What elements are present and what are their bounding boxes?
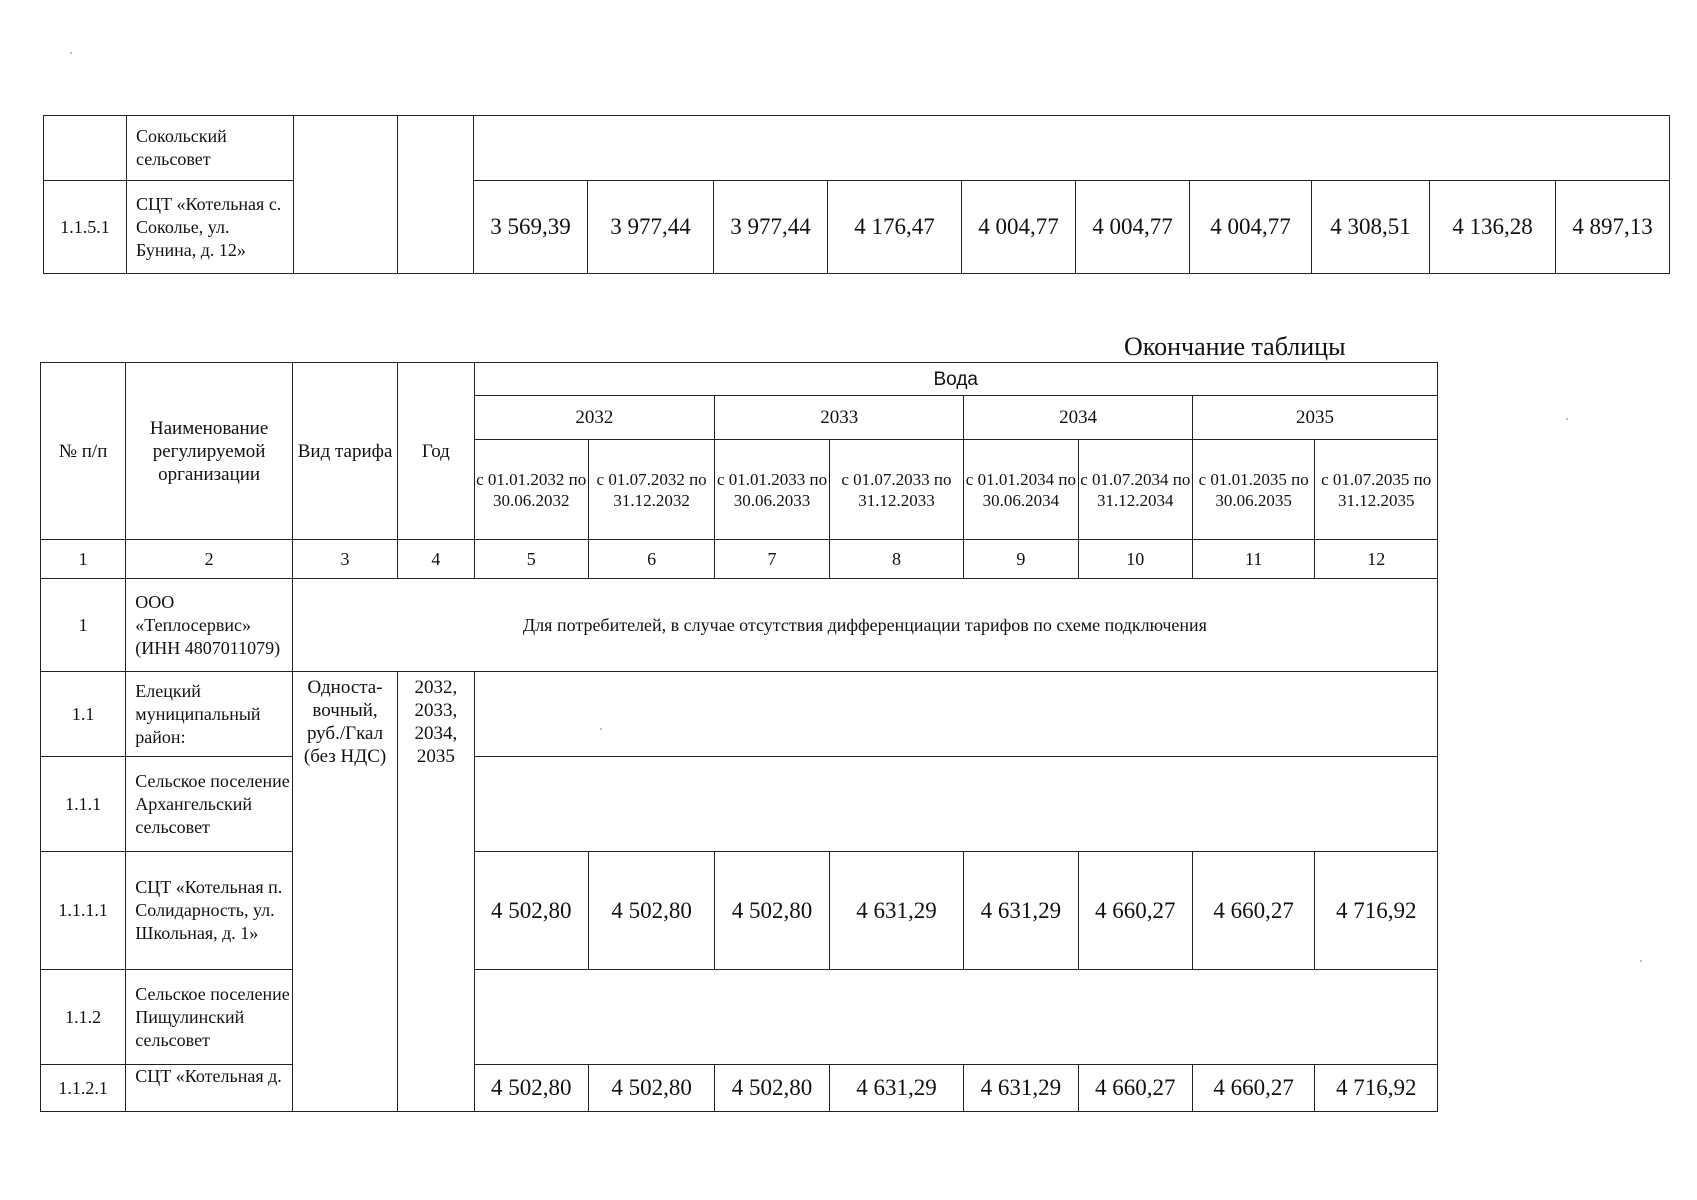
header-num: № п/п [41,363,126,540]
top-year-cell [398,116,474,274]
org-row-note: Для потребителей, в случае отсутствия дифференциации тарифов по схеме подключения [292,579,1437,672]
top-value-3: 3 977,44 [714,181,828,274]
main-table [40,362,1438,1112]
table-row-num: 1.1.2 [41,970,126,1065]
top-tariff-type-cell [294,116,398,274]
scan-speck [70,52,72,54]
top-value-1: 3 569,39 [474,181,588,274]
top-value-4: 4 176,47 [828,181,962,274]
tariff-value: 4 660,27 [1078,852,1192,970]
top-row2-num: 1.1.5.1 [44,181,127,274]
tariff-value: 4 660,27 [1078,1065,1192,1112]
column-number: 10 [1078,540,1192,579]
header-period-6: с 01.07.2034 по 31.12.2034 [1078,440,1192,540]
header-year: Год [398,363,474,540]
header-year-2033: 2033 [715,396,964,440]
table-row-blank [474,757,1438,852]
scan-speck [600,728,602,730]
header-period-7: с 01.01.2035 по 30.06.2035 [1192,440,1314,540]
header-period-2: с 01.07.2032 по 31.12.2032 [588,440,714,540]
top-value-9: 4 136,28 [1430,181,1556,274]
top-row2-name: СЦТ «Котельная с. Соколье, ул. Бунина, д. 12» [127,181,294,274]
header-year-2032: 2032 [474,396,715,440]
org-row-num: 1 [41,579,126,672]
header-period-1: с 01.01.2032 по 30.06.2032 [474,440,588,540]
tariff-value: 4 631,29 [829,1065,963,1112]
top-value-7: 4 004,77 [1190,181,1312,274]
top-value-6: 4 004,77 [1076,181,1190,274]
tariff-value: 4 660,27 [1192,852,1314,970]
top-row1-blank [474,116,1670,181]
column-number: 12 [1315,540,1438,579]
header-tariff-type: Вид тарифа [292,363,397,540]
tariff-value: 4 716,92 [1315,852,1438,970]
column-number: 7 [715,540,829,579]
table-row-name: Елецкий муниципальный район: [126,672,293,757]
org-row-name: ООО «Теплосервис» (ИНН 4807011079) [126,579,293,672]
column-number: 2 [126,540,293,579]
tariff-type-value: Односта-вочный, руб./Гкал (без НДС) [292,672,397,1112]
table-row-name: СЦТ «Котельная д. [126,1065,293,1112]
column-number: 9 [964,540,1078,579]
top-value-5: 4 004,77 [962,181,1076,274]
tariff-value: 4 502,80 [715,1065,829,1112]
table-row-num: 1.1.1 [41,757,126,852]
column-number: 4 [398,540,474,579]
top-row1-num [44,116,127,181]
tariff-value: 4 631,29 [964,1065,1078,1112]
tariff-value: 4 502,80 [588,1065,714,1112]
table-row-num: 1.1.2.1 [41,1065,126,1112]
header-period-5: с 01.01.2034 по 30.06.2034 [964,440,1078,540]
column-number: 5 [474,540,588,579]
tariff-value: 4 502,80 [715,852,829,970]
table-row-num: 1.1.1.1 [41,852,126,970]
column-number: 1 [41,540,126,579]
table-row-blank [474,970,1438,1065]
year-value: 2032, 2033, 2034, 2035 [398,672,474,1112]
header-group-water: Вода [474,363,1438,396]
table-row-name: Сельское поселение Пищулинский сельсовет [126,970,293,1065]
tariff-value: 4 631,29 [964,852,1078,970]
scan-speck [1640,960,1642,962]
top-table [43,115,1670,274]
top-row1-name: Сокольский сельсовет [127,116,294,181]
column-number: 11 [1192,540,1314,579]
tariff-value: 4 502,80 [474,852,588,970]
header-org-name: Наименование регулируемой организации [126,363,293,540]
header-period-4: с 01.07.2033 по 31.12.2033 [829,440,963,540]
header-period-8: с 01.07.2035 по 31.12.2035 [1315,440,1438,540]
header-year-2034: 2034 [964,396,1193,440]
scan-speck [1566,418,1568,420]
table-end-caption: Окончание таблицы [1124,332,1346,361]
column-number: 6 [588,540,714,579]
tariff-value: 4 631,29 [829,852,963,970]
table-row-num: 1.1 [41,672,126,757]
tariff-value: 4 716,92 [1315,1065,1438,1112]
top-value-2: 3 977,44 [588,181,714,274]
table-row-name: Сельское поселение Архангельский сельсовет [126,757,293,852]
header-period-3: с 01.01.2033 по 30.06.2033 [715,440,829,540]
top-value-8: 4 308,51 [1312,181,1430,274]
tariff-value: 4 502,80 [474,1065,588,1112]
header-year-2035: 2035 [1192,396,1437,440]
top-value-10: 4 897,13 [1556,181,1670,274]
table-row-name: СЦТ «Котельная п. Солидарность, ул. Школьная, д. 1» [126,852,293,970]
tariff-value: 4 502,80 [588,852,714,970]
tariff-value: 4 660,27 [1192,1065,1314,1112]
table-row-blank [474,672,1438,757]
column-number: 8 [829,540,963,579]
column-number: 3 [292,540,397,579]
